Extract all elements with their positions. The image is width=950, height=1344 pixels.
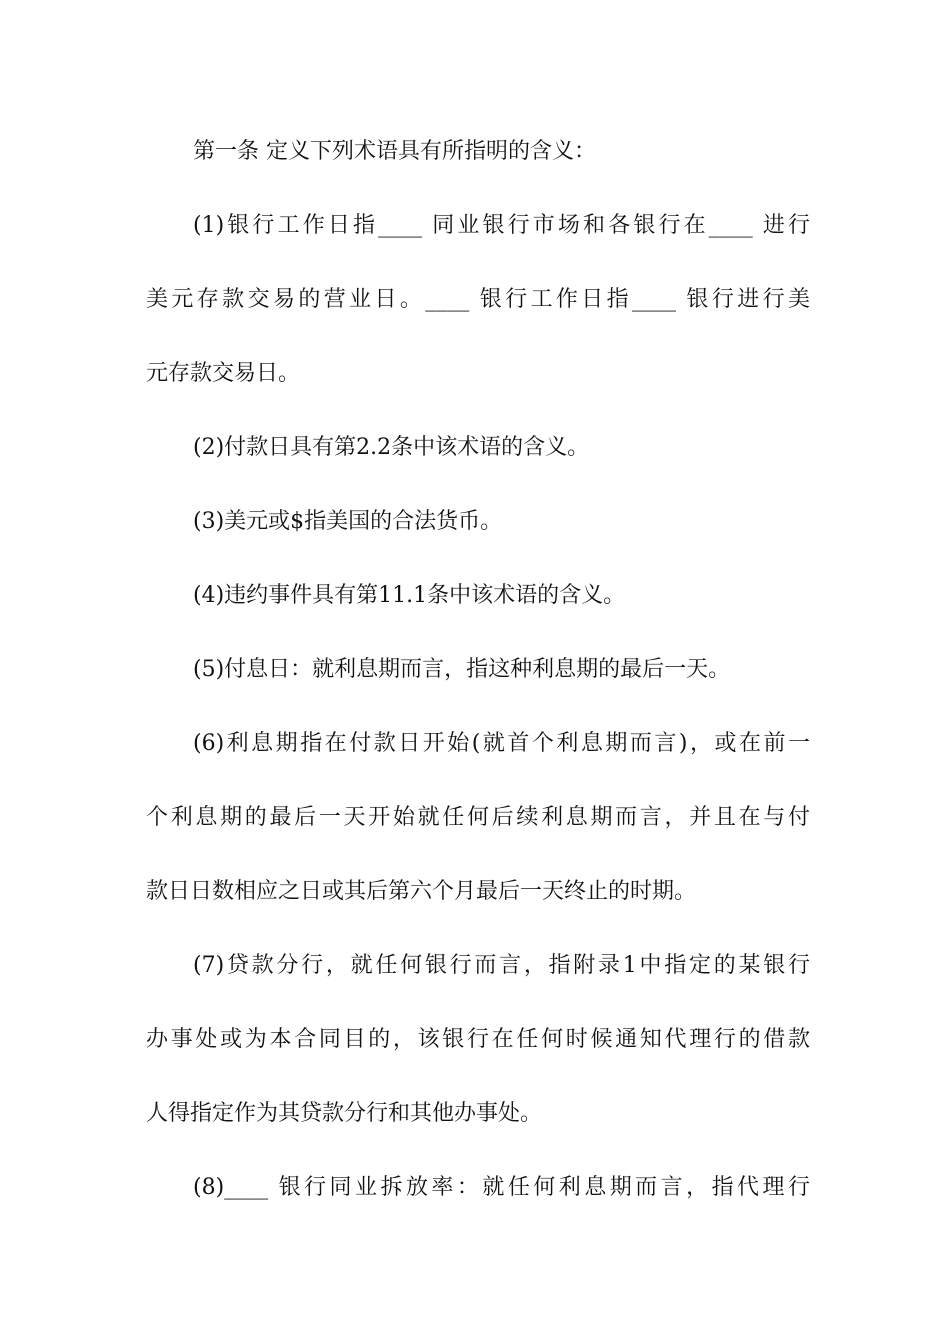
clause-6-line-1: (6)利息期指在付款日开始(就首个利息期而言)，或在前一 — [193, 731, 810, 756]
clause-6-line-3: 款日日数相应之日或其后第六个月最后一天终止的时期。 — [146, 879, 697, 904]
clause-3: (3)美元或$指美国的合法货币。 — [193, 509, 503, 534]
clause-7-line-1: (7)贷款分行，就任何银行而言，指附录1中指定的某银行 — [193, 953, 810, 978]
clause-4: (4)违约事件具有第11.1条中该术语的含义。 — [193, 583, 626, 608]
clause-7-line-3: 人得指定作为其贷款分行和其他办事处。 — [146, 1101, 543, 1126]
clause-5: (5)付息日：就利息期而言，指这种利息期的最后一天。 — [193, 657, 731, 682]
clause-1-line-2: 美元存款交易的营业日。____ 银行工作日指____ 银行进行美 — [146, 287, 810, 312]
clause-7-line-2: 办事处或为本合同目的，该银行在任何时候通知代理行的借款 — [146, 1027, 810, 1052]
clause-1-line-3: 元存款交易日。 — [146, 361, 301, 386]
clause-2: (2)付款日具有第2.2条中该术语的含义。 — [193, 435, 590, 460]
clause-8-line-1: (8)____ 银行同业拆放率：就任何利息期而言，指代理行 — [193, 1175, 810, 1200]
clause-6-line-2: 个利息期的最后一天开始就任何后续利息期而言，并且在与付 — [146, 805, 810, 830]
clause-1-line-1: (1)银行工作日指____ 同业银行市场和各银行在____ 进行 — [193, 213, 810, 238]
article-heading: 第一条 定义下列术语具有所指明的含义： — [193, 139, 596, 164]
